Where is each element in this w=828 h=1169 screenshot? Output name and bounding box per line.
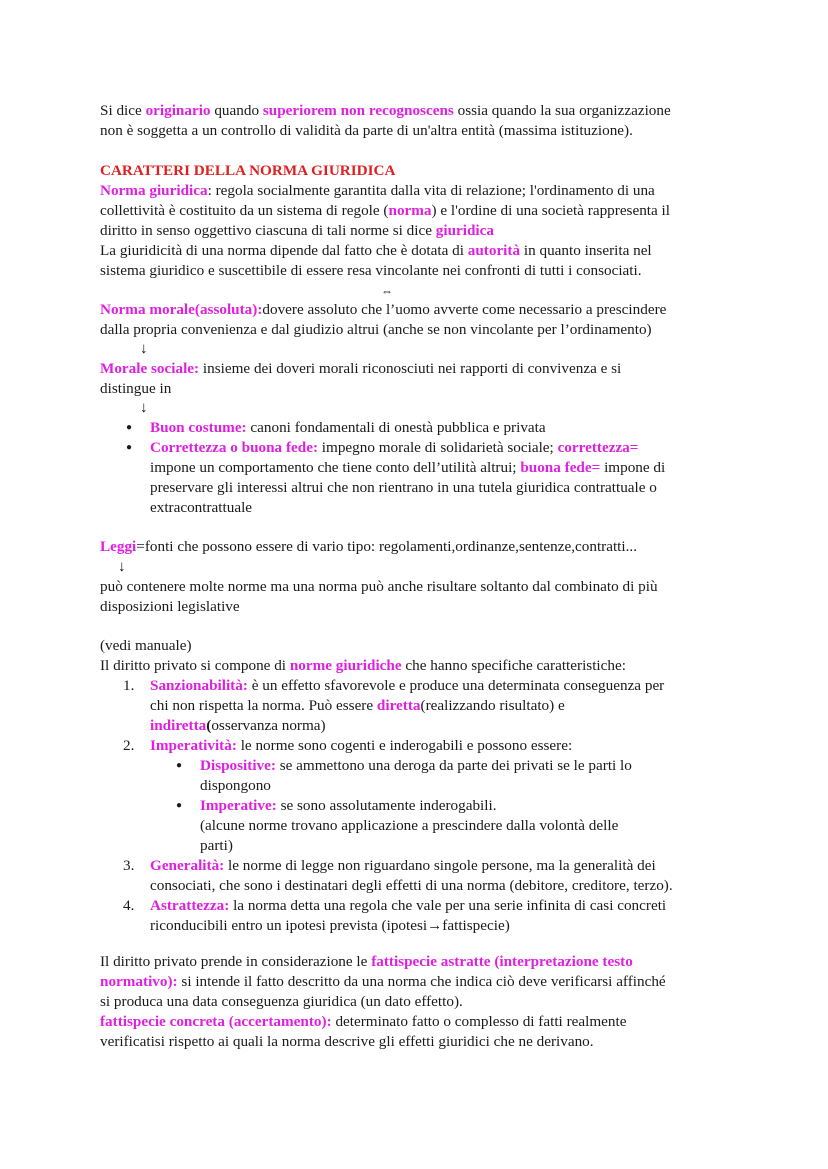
text-line: riconducibili entro un ipotesi prevista (ipotesi→fattispecie) — [150, 917, 510, 934]
term-leggi: Leggi — [100, 538, 137, 555]
equivalence-symbol: ⇔ — [381, 284, 393, 298]
term-giuridica: giuridica — [435, 222, 494, 239]
term-imperativita: Imperatività: — [150, 737, 237, 754]
list-item — [100, 676, 673, 736]
text: collettività è costituito da un sistema di regole ( — [100, 202, 389, 219]
list-number: 2. — [123, 737, 135, 754]
text: insieme dei doveri morali riconosciuti nei rapporti di convivenza e si — [199, 360, 622, 377]
text-line: dalla propria convenienza e dal giudizio altrui (anche se non vincolante per l’ordinamento) — [100, 321, 652, 338]
bullet-icon: ● — [176, 800, 183, 811]
term-correttezza: correttezza= — [557, 439, 639, 456]
term-fattispecie-concreta: fattispecie concreta (accertamento): — [100, 1013, 332, 1030]
down-arrow: ↓ — [140, 399, 148, 416]
text: che hanno specifiche caratteristiche: — [401, 657, 626, 674]
text: quando — [210, 102, 263, 119]
bullet-icon: ● — [126, 442, 133, 453]
term-normativo: normativo): — [100, 973, 178, 990]
text: osservanza norma) — [211, 717, 326, 734]
norma-giuridica-paragraph — [100, 181, 670, 281]
text: diritto in senso oggettivo ciascuna di tali norme si dice — [100, 222, 436, 239]
bullet-icon: ● — [176, 760, 183, 771]
text: si intende il fatto descritto da una norma che indica ciò deve verificarsi affinché — [177, 973, 666, 990]
term-dispositive: Dispositive: — [200, 757, 276, 774]
bullet-list — [100, 418, 665, 518]
text: ossia quando la sua organizzazione — [453, 102, 671, 119]
term-astrattezza: Astrattezza: — [150, 897, 230, 914]
list-number: 4. — [123, 897, 135, 914]
bullet-icon: ● — [126, 422, 133, 433]
term-generalita: Generalità: — [150, 857, 225, 874]
text-line: extracontrattuale — [150, 499, 253, 516]
text-line: disposizioni legislative — [100, 598, 240, 615]
sub-list-item — [150, 796, 673, 856]
list-number: 3. — [123, 857, 135, 874]
text: (realizzando risultato) e — [420, 697, 565, 714]
text-line: verificatisi rispetto ai quali la norma descrive gli effetti giuridici che ne derivano. — [100, 1033, 594, 1050]
text-line: (alcune norme trovano applicazione a prescindere dalla volontà delle — [200, 817, 619, 834]
text-line: parti) — [200, 837, 233, 854]
text: impegno morale di solidarietà sociale; — [318, 439, 558, 456]
text-line: sistema giuridico e suscettibile di essere resa vincolante nei confronti di tutti i consociati. — [100, 262, 642, 279]
text-line: distingue in — [100, 380, 172, 397]
sub-list-item — [150, 756, 673, 796]
text-line: può contenere molte norme ma una norma può anche risultare soltanto dal combinato di più — [100, 578, 658, 595]
term-morale-sociale: Morale sociale: — [100, 360, 200, 377]
text: determinato fatto o complesso di fatti realmente — [331, 1013, 627, 1030]
list-item — [100, 736, 673, 856]
term-norme-giuridiche: norme giuridiche — [289, 657, 402, 674]
numbered-list — [100, 676, 673, 936]
text: ( — [206, 717, 212, 734]
text-line: non è soggetta a un controllo di validità da parte di un'altra entità (massima istituzione). — [100, 122, 633, 139]
text-line: (vedi manuale) — [100, 637, 192, 654]
list-item — [100, 418, 665, 438]
text-line: dispongono — [200, 777, 271, 794]
term-fattispecie-astratte: fattispecie astratte (interpretazione testo — [371, 953, 633, 970]
text: dovere assoluto che l’uomo avverte come necessario a prescindere — [262, 301, 667, 318]
text: impone di — [600, 459, 666, 476]
list-item — [100, 856, 673, 896]
list-item — [100, 438, 665, 518]
term-diretta: diretta — [376, 697, 421, 714]
leggi-paragraph — [100, 577, 658, 617]
text: =fonti che possono essere di vario tipo: regolamenti,ordinanze,sentenze,contratti... — [136, 538, 638, 555]
term-correttezza-buona-fede: Correttezza o buona fede: — [150, 439, 318, 456]
term-originario: originario — [145, 102, 211, 119]
text: chi non rispetta la norma. Può essere — [150, 697, 377, 714]
term-imperative: Imperative: — [200, 797, 277, 814]
text: La giuridicità di una norma dipende dal fatto che è dotata di — [100, 242, 468, 259]
text-line: preservare gli interessi altrui che non rientrano in una tutela giuridica contrattuale o — [150, 479, 657, 496]
text: Il diritto privato si compone di — [100, 657, 290, 674]
term-autorita: autorità — [467, 242, 521, 259]
term-superiorem: superiorem non recognoscens — [262, 102, 454, 119]
term-indiretta: indiretta — [150, 717, 207, 734]
term-buona-fede: buona fede= — [520, 459, 601, 476]
section-heading: CARATTERI DELLA NORMA GIURIDICA — [100, 162, 396, 179]
text: le norme di legge non riguardano singole persone, ma la generalità dei — [224, 857, 656, 874]
text: canoni fondamentali di onestà pubblica e privata — [246, 419, 546, 436]
down-arrow: ↓ — [140, 340, 148, 357]
list-item — [100, 896, 673, 936]
list-number: 1. — [123, 677, 135, 694]
diritto-paragraph — [100, 636, 626, 676]
text: se ammettono una deroga da parte dei privati se le parti lo — [275, 757, 632, 774]
term-norma-giuridica: Norma giuridica — [100, 182, 208, 199]
text: è un effetto sfavorevole e produce una determinata conseguenza per — [247, 677, 665, 694]
text: impone un comportamento che tiene conto dell’utilità altrui; — [150, 459, 521, 476]
text: ) e l'ordine di una società rappresenta il — [431, 202, 671, 219]
text: Il diritto privato prende in considerazione le — [100, 953, 372, 970]
text: se sono assolutamente inderogabili. — [276, 797, 497, 814]
text: : regola socialmente garantita dalla vita di relazione; l'ordinamento di una — [207, 182, 655, 199]
text: le norme sono cogenti e inderogabili e possono essere: — [236, 737, 573, 754]
text: in quanto inserita nel — [520, 242, 652, 259]
text: la norma detta una regola che vale per una serie infinita di casi concreti — [229, 897, 667, 914]
term-norma: norma — [388, 202, 432, 219]
text: Si dice — [100, 102, 146, 119]
norma-morale-paragraph — [100, 300, 666, 340]
text-line: consociati, che sono i destinatari degli effetti di una norma (debitore, creditore, terzo). — [150, 877, 673, 894]
down-arrow: ↓ — [118, 558, 126, 575]
text-line: si produca una data conseguenza giuridica (un dato effetto). — [100, 993, 463, 1010]
intro-paragraph — [100, 101, 671, 141]
term-sanzionabilita: Sanzionabilità: — [150, 677, 248, 694]
fattispecie-paragraph — [100, 952, 666, 1052]
term-buon-costume: Buon costume: — [150, 419, 247, 436]
term-norma-morale: Norma morale(assoluta): — [100, 301, 263, 318]
leggi-line — [100, 537, 637, 557]
morale-sociale-paragraph — [100, 359, 621, 399]
